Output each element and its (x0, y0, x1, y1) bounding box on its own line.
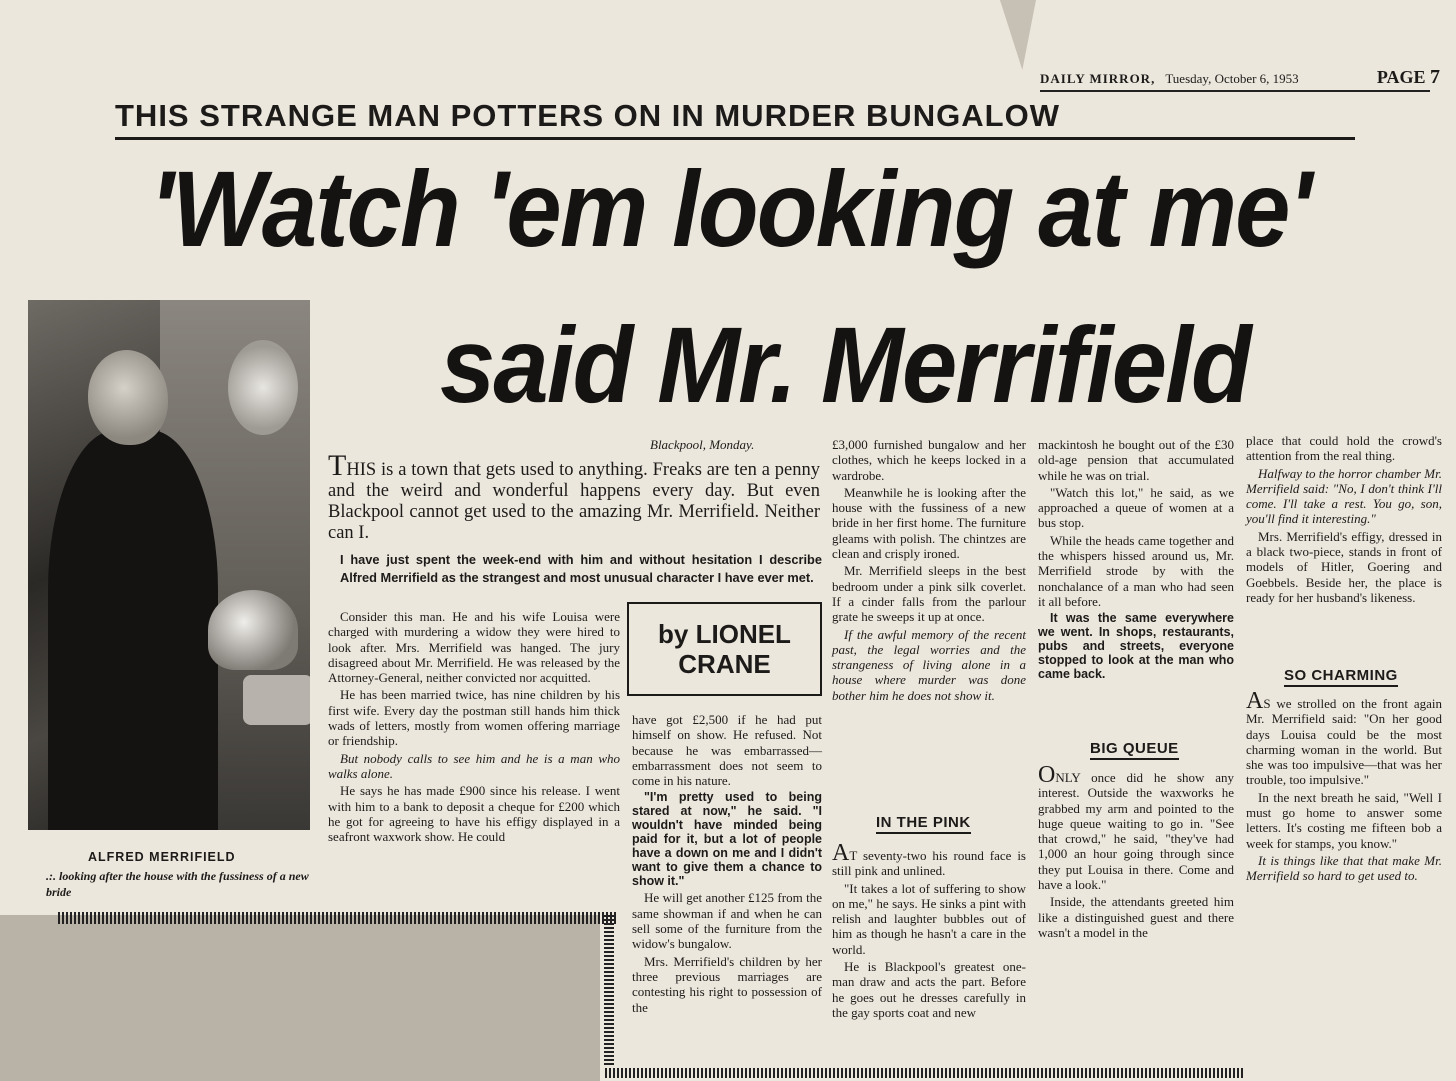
masthead-rule (1040, 90, 1430, 92)
col1-paragraph: Consider this man. He and his wife Louisa were charged with murdering a widow they were hired to look after. Mrs. Merrifield was hanged. The jury disagreed about Mr. Merrifield. He was released by the Attorney-General, neither convicted nor acquitted. (328, 609, 620, 686)
lead-paragraph (328, 449, 820, 544)
col4-paragraph-dropcap (1038, 762, 1234, 893)
strapline: THIS STRANGE MAN POTTERS ON IN MURDER BUNGALOW (115, 98, 1355, 140)
col5-dropcap-text: S we strolled on the front again Mr. Merrifield said: "On her good days Louisa could be the most charming woman in the world. But she was too impulsive—that was her trouble, too impulsive." (1246, 696, 1442, 788)
byline-line-2: CRANE (678, 649, 771, 679)
headline-line-1: 'Watch 'em looking at me' (150, 148, 1311, 269)
photo-head (88, 350, 168, 445)
column-5-lower (1246, 688, 1442, 886)
col4-paragraph: mackintosh he bought out of the £30 old-age pension that accumulated while he was on trial. (1038, 437, 1234, 483)
page-number (1377, 66, 1440, 89)
column-4 (1038, 437, 1234, 683)
column-5 (1246, 433, 1442, 607)
column-2 (632, 712, 822, 1017)
col1-paragraph: He has been married twice, has nine children by his first wife. Every day the postman still hands him thick wads of letters, mostly from women offering marriage or friendship. (328, 687, 620, 749)
photo-figure (48, 430, 218, 830)
col4-paragraph: "Watch this lot," he said, as we approached a queue of women at a bus stop. (1038, 484, 1234, 531)
photo-caption-name: ALFRED MERRIFIELD (88, 850, 236, 864)
dotted-rule (58, 912, 618, 924)
col5-paragraph: Mrs. Merrifield's effigy, dressed in a black two-piece, stands in front of models of Hitler, Goering and Goebbels. Beside her, the place is ready for her husband's likeness. (1246, 528, 1442, 605)
col3-paragraph-dropcap (832, 840, 1026, 879)
col4-paragraph: While the heads came together and the whispers hissed around us, Mr. Merrifield strode by with the nonchalance of a man who had seen it all before. (1038, 532, 1234, 609)
dotted-rule-vertical (604, 915, 614, 1065)
byline-box (627, 602, 822, 696)
page-number-value: 7 (1430, 66, 1440, 88)
paper-name: DAILY MIRROR, (1040, 71, 1156, 86)
headline-line-2: said Mr. Merrifield (440, 304, 1250, 425)
photo-alfred-merrifield (28, 300, 310, 830)
col1-paragraph-italic: But nobody calls to see him and he is a man who walks alone. (328, 750, 620, 781)
col5-paragraph-italic: It is things like that that make Mr. Merrifield so hard to get used to. (1246, 852, 1442, 884)
col3-paragraph: Meanwhile he is looking after the house with the fussiness of a new bride in her first home. The furniture gleams with polish. The chintzes are clean and crisply ironed. (832, 484, 1026, 562)
photo-kettle (208, 590, 298, 670)
column-3 (832, 437, 1026, 705)
byline-line-1: by LIONEL (658, 619, 791, 649)
col5-dropcap: A (1246, 688, 1264, 714)
col3-paragraph: Mr. Merrifield sleeps in the best bedroom under a pink silk coverlet. If a cinder falls from the parlour grate he sweeps it up at once. (832, 563, 1026, 625)
col3-paragraph: £3,000 furnished bungalow and her clothes, which he keeps locked in a wardrobe. (832, 437, 1026, 483)
col2-paragraph: Mrs. Merrifield's children by her three previous marriages are contesting his right to possession of the (632, 953, 822, 1015)
col4-paragraph-bold: It was the same everywhere we went. In shops, restaurants, pubs and streets, everyone stopped to look at the man who came back. (1038, 611, 1234, 682)
col3-paragraph-italic: If the awful memory of the recent past, the legal worries and the strangeness of living alone in a house where murder was done bother him he does not show it. (832, 626, 1026, 703)
col2-paragraph-bold: "I'm pretty used to being stared at now," he said. "I wouldn't have minded being paid for it, but a lot of people have a down on me and I didn't want to give them a chance to show it." (632, 790, 822, 889)
col5-paragraph-italic: Halfway to the horror chamber Mr. Merrifield said: "No, I don't think I'll come. I'll take a rest. You go, son, you'll find it interesting." (1246, 465, 1442, 527)
lead-dropcap: T (328, 449, 347, 482)
subhead-in-the-pink: IN THE PINK (876, 814, 971, 834)
photo-colander (228, 340, 298, 435)
col3-paragraph: He is Blackpool's greatest one-man draw and acts the part. Before he goes out he dresses carefully in the gay sports coat and new (832, 959, 1026, 1020)
col4-dropcap-text: NLY once did he show any interest. Outside the waxworks he grabbed my arm and pointed to the huge queue waiting to go in. "See that crowd," he said, "they've had 1,000 an hour going through since they put Louisa in there. Come and have a look." (1038, 770, 1234, 893)
issue-date: Tuesday, October 6, 1953 (1165, 71, 1299, 86)
dateline: Blackpool, Monday. (650, 437, 755, 452)
column-1 (328, 609, 620, 846)
col3-paragraph: "It takes a lot of suffering to show on me," he says. He sinks a pint with relish and laughter bubbles out of him as though he hasn't a care in the world. (832, 880, 1026, 957)
photo-saucepan (243, 675, 310, 725)
subhead-big-queue: BIG QUEUE (1090, 740, 1179, 760)
masthead (1040, 66, 1440, 92)
col1-paragraph: He says he has made £900 since his release. I went with him to a bank to deposit a cheque for £200 which he got for agreeing to have his effigy displayed in a seafront waxwork show. He could (328, 783, 620, 845)
col3-dropcap-text: T seventy-two his round face is still pink and unlined. (832, 848, 1026, 879)
intro-bold: I have just spent the week-end with him and without hesitation I describe Alfred Merrifield as the strangest and most unusual character I have ever met. (340, 552, 822, 585)
column-3-lower (832, 840, 1026, 1022)
col5-paragraph: In the next breath he said, "Well I must go home to answer some letters. It's costing me fifteen bob a week for stamps, you know." (1246, 789, 1442, 851)
col2-paragraph: He will get another £125 from the same showman if and when he can sell some of the furniture from the widow's bungalow. (632, 890, 822, 952)
subhead-so-charming: SO CHARMING (1284, 667, 1398, 687)
col5-paragraph: place that could hold the crowd's attention from the real thing. (1246, 433, 1442, 464)
col3-dropcap: A (832, 840, 850, 866)
dotted-rule-bottom (605, 1068, 1245, 1078)
col5-paragraph-dropcap (1246, 688, 1442, 788)
page-label: PAGE (1376, 67, 1426, 87)
col4-dropcap: O (1038, 762, 1056, 788)
lead-text: HIS is a town that gets used to anything. Freaks are ten a penny and the weird and wonderful happens every day. But even Blackpool cannot get used to the amazing Mr. Merrifield. Neither can I. (328, 460, 820, 543)
col2-paragraph: have got £2,500 if he had put himself on show. He refused. Not because he was embarrassed—embarrassment does not seem to come in his nature. (632, 712, 822, 789)
col4-paragraph: Inside, the attendants greeted him like a distinguished guest and there wasn't a model in the (1038, 894, 1234, 940)
column-4-lower (1038, 762, 1234, 942)
photo-caption-text: .:. looking after the house with the fussiness of a new bride (46, 869, 309, 899)
